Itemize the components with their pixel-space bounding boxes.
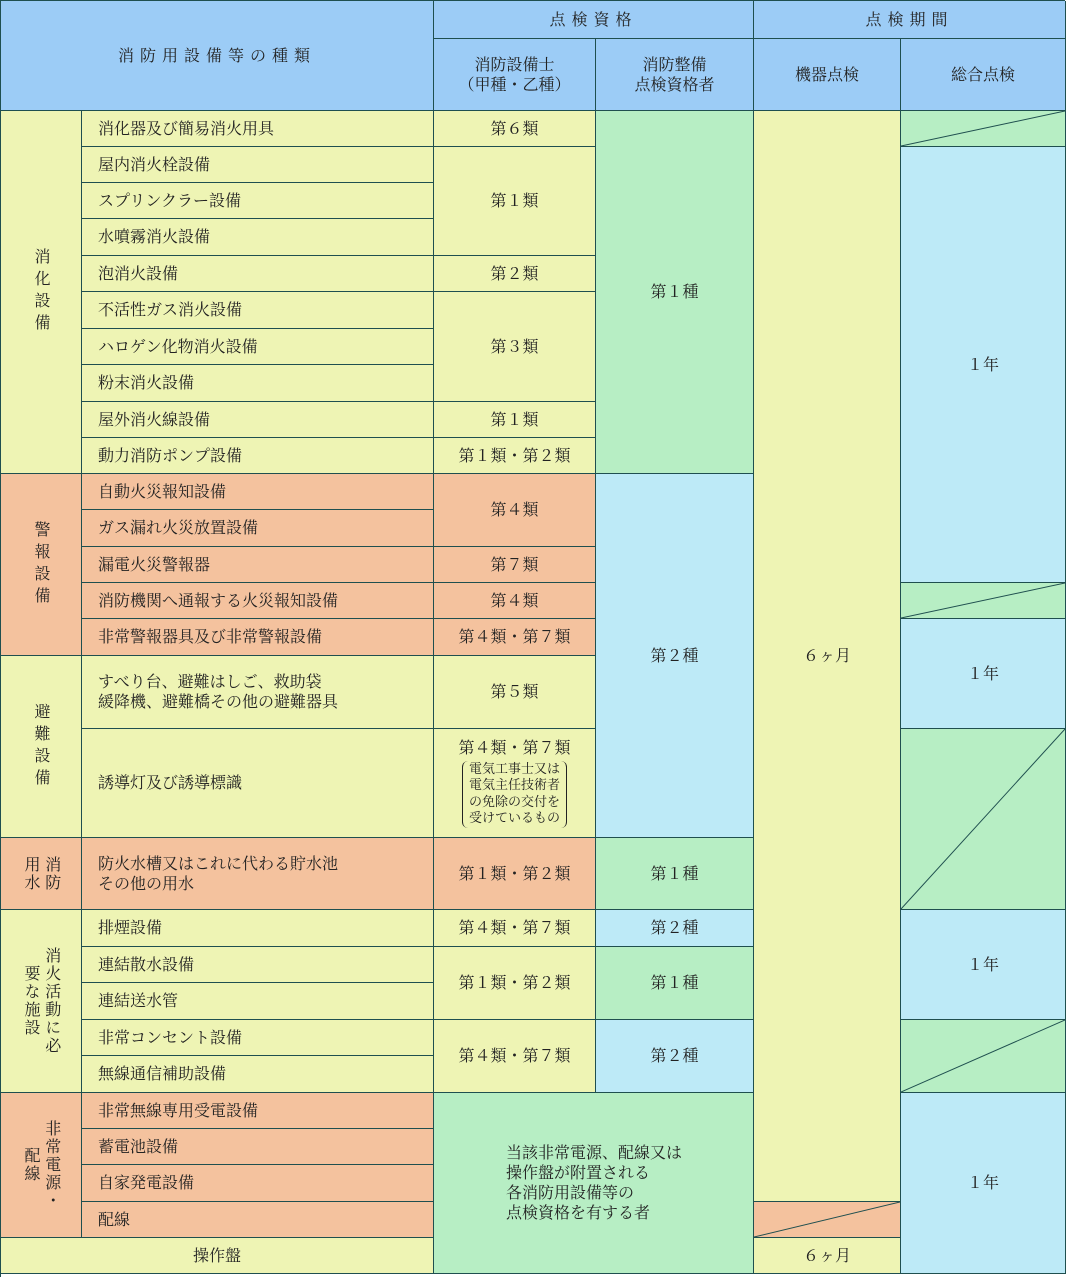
group-extinguishing [1,111,82,474]
engineer-class-cell: 第１類・第２類 [434,438,596,474]
engineer-class-cell: 第６類 [434,111,596,147]
engineer-class-cell: 第１類・第２類 [434,947,596,1020]
inspector-class-cell: 第２種 [596,910,754,947]
equipment-row: 消防機関へ通報する火災報知設備 [82,583,434,619]
equipment-row: 非常無線専用受電設備 [82,1093,434,1129]
diagonal-slash-icon [901,1020,1065,1092]
engineer-class-cell: 第７類 [434,547,596,583]
equipment-row: 粉末消火設備 [82,365,434,402]
equipment-row: 誘導灯及び誘導標識 [82,729,434,838]
operation-panel-row: 操作盤 [1,1238,434,1274]
equipment-row: 消化器及び簡易消火用具 [82,111,434,147]
equipment-row: 不活性ガス消火設備 [82,292,434,329]
engineer-class-note: 電気工事士又は 電気主任技術者 の免除の交付を 受けているもの [462,761,567,828]
equipment-row: 非常警報器具及び非常警報設備 [82,619,434,656]
group-water [1,838,82,910]
group-power [1,1093,82,1238]
header-qualification: 点検資格 [434,1,754,39]
equipment-row: ハロゲン化物消火設備 [82,329,434,365]
general-period-cell: １年 [901,1093,1066,1274]
header-equipment-inspection: 機器点検 [754,39,901,111]
equipment-row: 自動火災報知設備 [82,474,434,510]
general-period-cell: １年 [901,147,1066,583]
engineer-class-cell: 第４類・第７類 [434,1020,596,1093]
equipment-row: 屋内消火栓設備 [82,147,434,183]
header-inspector: 消防整備 点検資格者 [596,39,754,111]
equipment-row: 防火水槽又はこれに代わる貯水池 その他の用水 [82,838,434,910]
engineer-class-cell: 第４類 [434,474,596,547]
group-extinguishing-label: 消化設備 [32,248,51,336]
diagonal-slash-icon [754,1202,900,1237]
equipment-period-main: ６ヶ月 [754,111,901,1202]
equipment-period-panel: ６ヶ月 [754,1238,901,1274]
group-evacuation [1,656,82,838]
equipment-period-na-cell [754,1202,901,1238]
general-period-na-cell [901,729,1066,910]
general-period-cell: １年 [901,619,1066,729]
group-firefighting [1,910,82,1093]
group-power-label: 非常電源・配線 [22,1120,62,1210]
diagonal-slash-icon [901,583,1065,618]
equipment-row: 無線通信補助設備 [82,1056,434,1093]
engineer-class-cell: 第１類・第２類 [434,838,596,910]
engineer-class-cell: 第１類 [434,402,596,438]
inspector-class-cell: 第１種 [596,111,754,474]
header-period: 点検期間 [754,1,1066,39]
group-firefighting-label: 消火活動に必要な施設 [22,947,62,1055]
engineer-class-cell: 第５類 [434,656,596,729]
diagonal-slash-icon [901,729,1065,909]
equipment-row: スプリンクラー設備 [82,183,434,219]
power-qualification-cell: 当該非常電源、配線又は 操作盤が附置される 各消防用設備等の 点検資格を有する者 [434,1093,754,1274]
engineer-class-cell: 第３類 [434,292,596,402]
inspector-class-cell: 第２種 [596,474,754,838]
equipment-row: 動力消防ポンプ設備 [82,438,434,474]
equipment-row: ガス漏れ火災放置設備 [82,510,434,547]
equipment-row: 連結散水設備 [82,947,434,983]
header-engineer: 消防設備士 （甲種・乙種） [434,39,596,111]
engineer-class-cell: 第１類 [434,147,596,256]
general-period-na-cell [901,583,1066,619]
equipment-row: 水噴霧消火設備 [82,219,434,256]
group-evacuation-label: 避難設備 [32,702,51,791]
engineer-class-cell-with-note [434,729,596,838]
inspector-class-cell: 第１種 [596,838,754,910]
equipment-row: 自家発電設備 [82,1165,434,1202]
equipment-row: 配線 [82,1202,434,1238]
equipment-row: 排煙設備 [82,910,434,947]
equipment-row: すべり台、避難はしご、救助袋 緩降機、避難橋その他の避難器具 [82,656,434,729]
equipment-row: 漏電火災警報器 [82,547,434,583]
group-alarm [1,474,82,656]
header-general-inspection: 総合点検 [901,39,1066,111]
equipment-row: 泡消火設備 [82,256,434,292]
general-period-na-cell [901,1020,1066,1093]
inspector-class-cell: 第２種 [596,1020,754,1093]
general-period-cell: １年 [901,910,1066,1020]
engineer-class-cell: 第４類・第７類 [434,910,596,947]
engineer-class-cell: 第４類・第７類 [434,619,596,656]
inspector-class-cell: 第１種 [596,947,754,1020]
engineer-class-text: 第４類・第７類 [458,738,571,757]
header-equipment-type: 消防用設備等の種類 [1,1,434,111]
group-water-label: 消防用水 [22,855,62,892]
engineer-class-cell: 第４類 [434,583,596,619]
group-alarm-label: 警報設備 [32,520,51,609]
equipment-row: 連結送水管 [82,983,434,1020]
general-period-na-cell [901,111,1066,147]
diagonal-slash-icon [901,111,1065,146]
equipment-row: 屋外消火線設備 [82,402,434,438]
engineer-class-cell: 第２類 [434,256,596,292]
equipment-row: 蓄電池設備 [82,1129,434,1165]
equipment-row: 非常コンセント設備 [82,1020,434,1056]
